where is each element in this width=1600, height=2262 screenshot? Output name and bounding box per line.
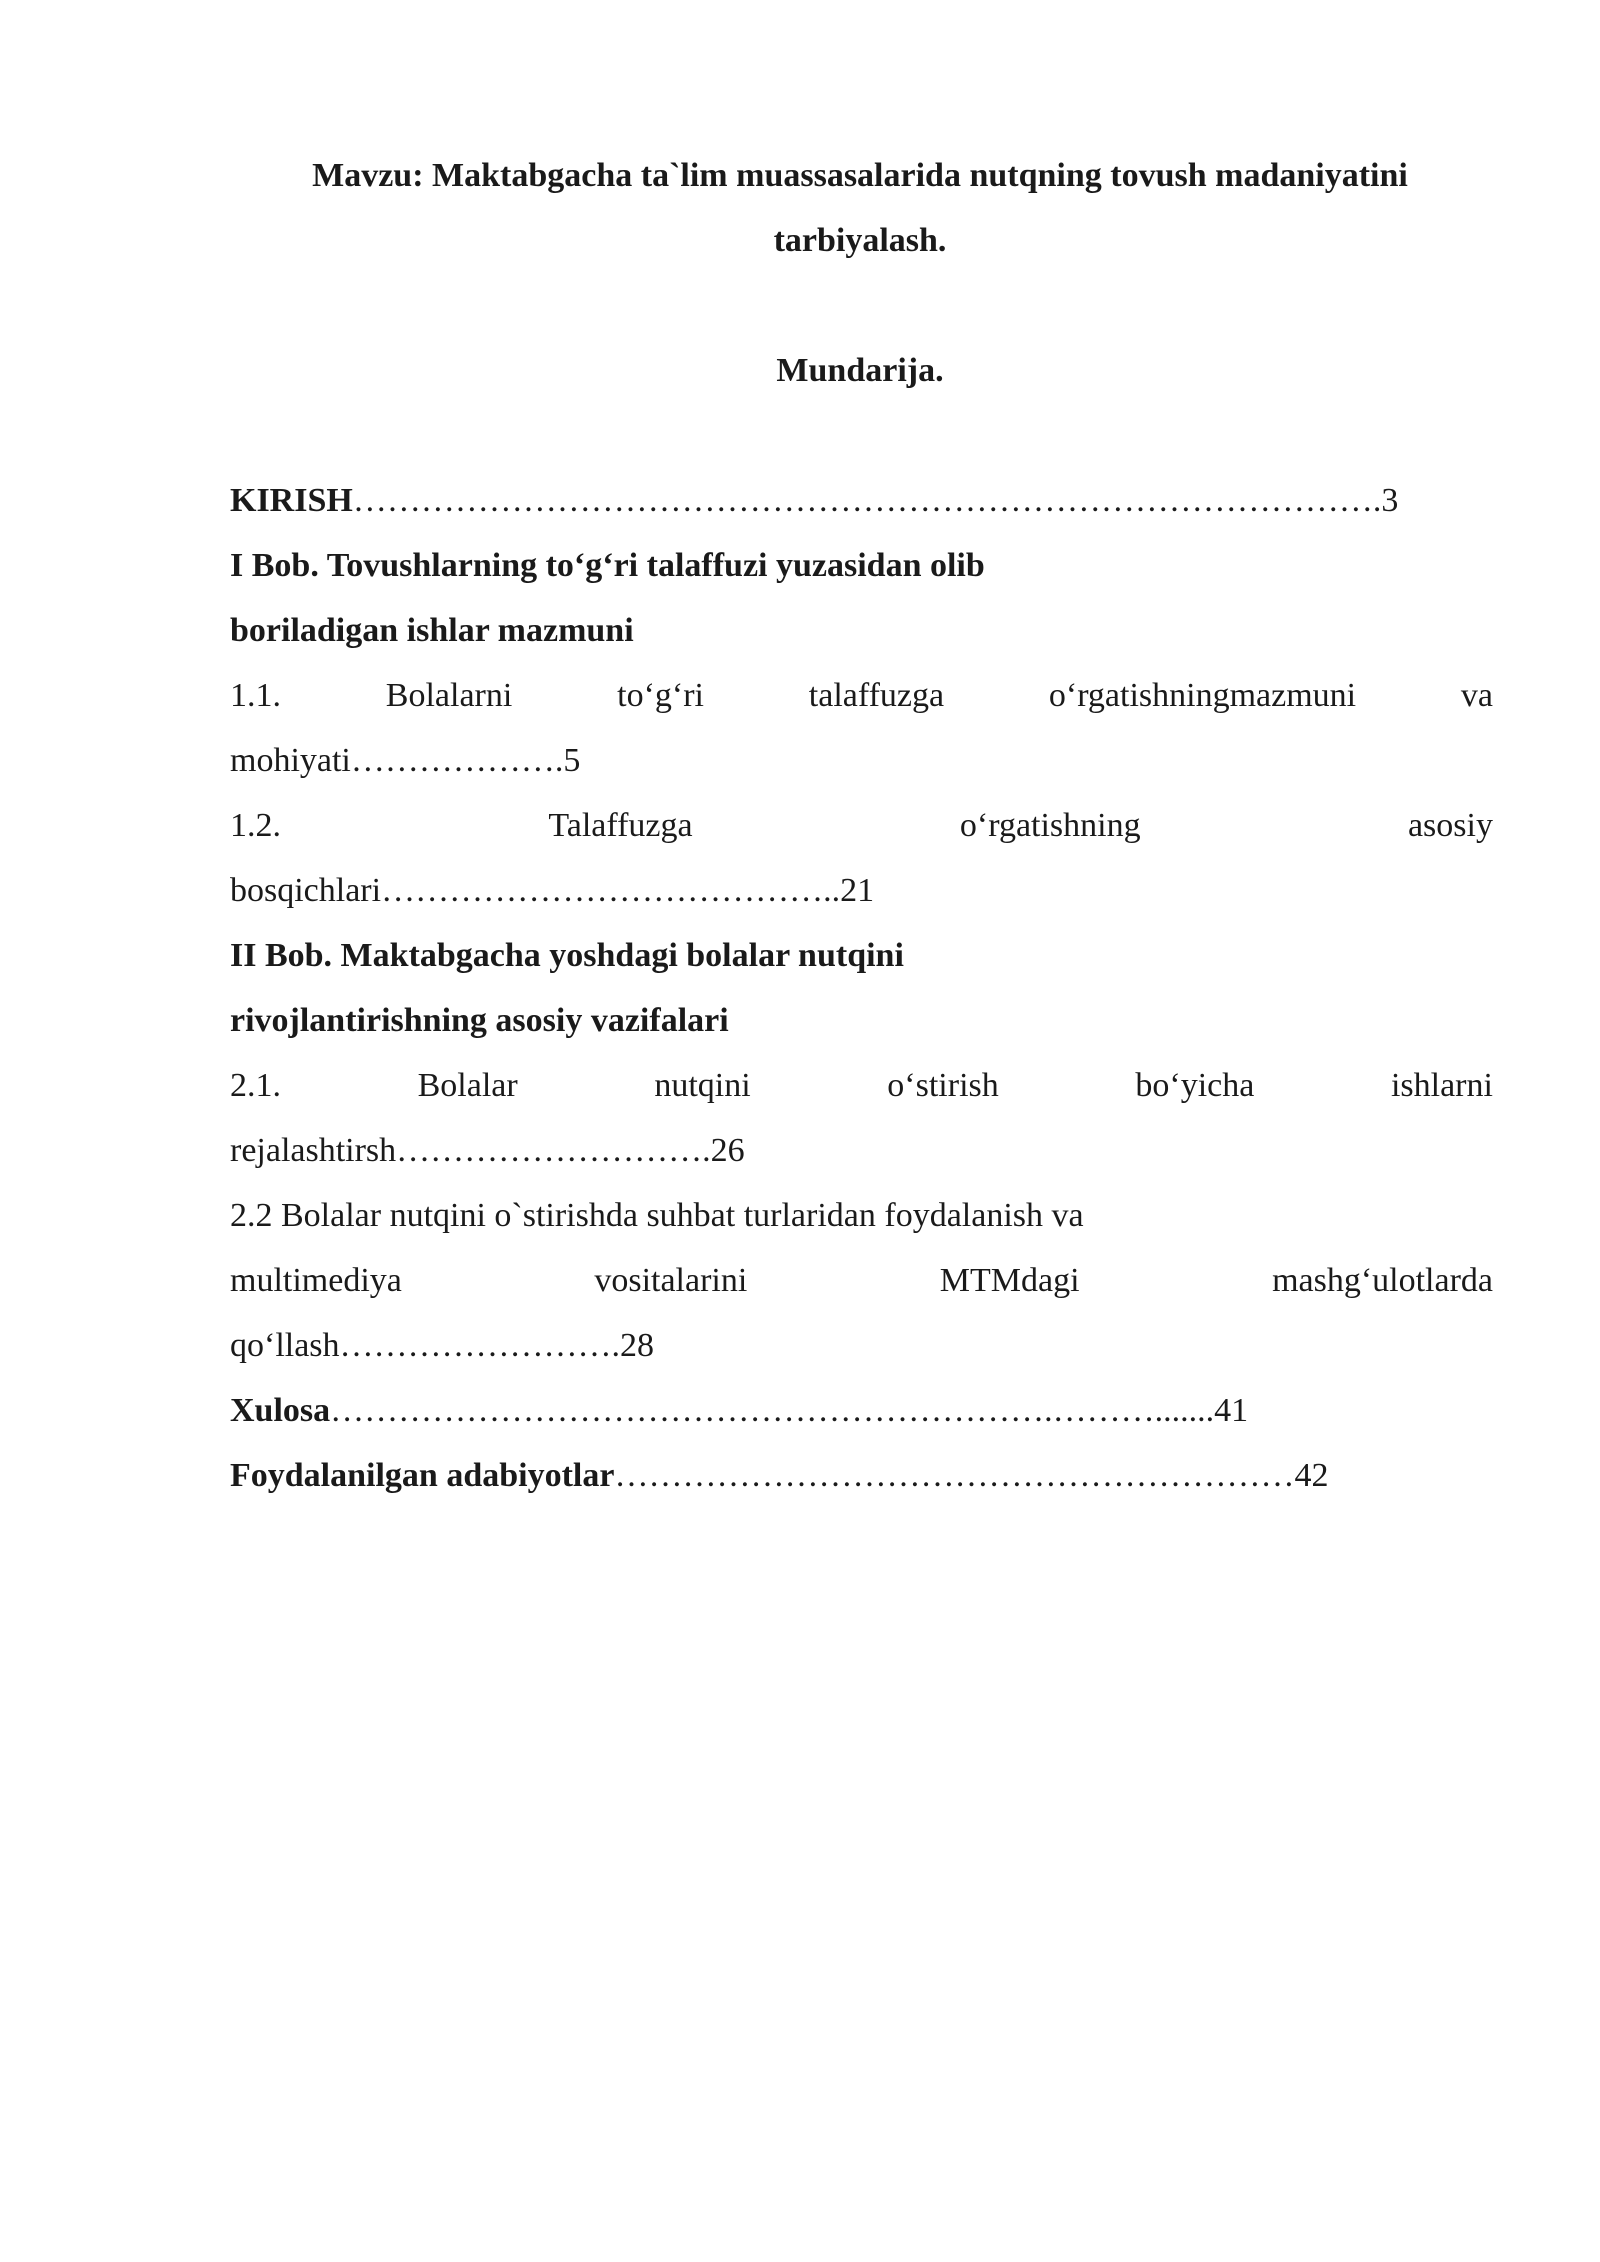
toc-section-1-1-line-2: mohiyati……………….5 (230, 742, 581, 779)
toc-entry-references (230, 1456, 1493, 1496)
toc-entry-kirish (230, 481, 1493, 521)
toc-word: Bolalar (417, 1067, 518, 1104)
toc-word: nutqini (654, 1067, 751, 1104)
toc-page-number: 3 (1381, 482, 1399, 519)
toc-word: 1.1. (230, 677, 281, 714)
toc-word: 2.1. (230, 1067, 281, 1104)
toc-word: 1.2. (230, 807, 281, 844)
document-title-line-2: tarbiyalash. (773, 222, 947, 259)
toc-chapter-1-line-2: boriladigan ishlar mazmuni (230, 612, 634, 649)
toc-section-2-2-line-3: qo‘llash…………………….28 (230, 1327, 655, 1364)
toc-section-1-2-line-2: bosqichlari…………………………………..21 (230, 872, 875, 909)
toc-entry-label: KIRISH (230, 482, 353, 519)
toc-word: MTMdagi (939, 1262, 1080, 1299)
document-title-line-1: Mavzu: Maktabgacha ta`lim muassasalarida nutqning tovush madaniyatini (312, 157, 1408, 194)
toc-word: multimediya (230, 1262, 402, 1299)
toc-word: asosiy (1407, 807, 1493, 844)
toc-section-2-1-line-2: rejalashtirsh……………………….26 (230, 1132, 745, 1169)
toc-word: Bolalarni (385, 677, 513, 714)
toc-section-2-2-line-2 (230, 1261, 1493, 1301)
toc-word: vositalarini (594, 1262, 748, 1299)
toc-heading: Mundarija. (776, 352, 944, 389)
toc-chapter-1-line-1: I Bob. Tovushlarning to‘g‘ri talaffuzi yuzasidan olib (230, 547, 985, 584)
toc-word: ishlarni (1390, 1067, 1493, 1104)
toc-section-2-2-line-1: 2.2 Bolalar nutqini o`stirishda suhbat turlaridan foydalanish va (230, 1197, 1084, 1234)
toc-chapter-2-line-2: rivojlantirishning asosiy vazifalari (230, 1002, 729, 1039)
toc-leader-and-page: ……………………………………………………42 (614, 1457, 1329, 1494)
toc-word: mashg‘ulotlarda (1272, 1262, 1493, 1299)
toc-leader-dots: ………………………………………………………………………………. (352, 482, 1382, 519)
toc-word: talaffuzga (808, 677, 945, 714)
toc-word: bo‘yicha (1135, 1067, 1255, 1104)
toc-leader-and-page: ……………………………………………………….……….......41 (330, 1392, 1249, 1429)
toc-section-2-1-line-1 (230, 1066, 1493, 1106)
toc-word: o‘rgatishningmazmuni (1048, 677, 1357, 714)
toc-section-1-1-line-1 (230, 676, 1493, 716)
toc-entry-label: Foydalanilgan adabiyotlar (230, 1457, 615, 1494)
toc-word: Talaffuzga (548, 807, 693, 844)
toc-section-1-2-line-1 (230, 806, 1493, 846)
toc-chapter-2-line-1: II Bob. Maktabgacha yoshdagi bolalar nutqini (230, 937, 904, 974)
toc-entry-label: Xulosa (230, 1392, 331, 1429)
toc-word: to‘g‘ri (617, 677, 704, 714)
toc-word: o‘rgatishning (959, 807, 1141, 844)
toc-entry-xulosa (230, 1391, 1493, 1431)
toc-word: va (1460, 677, 1493, 714)
toc-word: o‘stirish (887, 1067, 999, 1104)
